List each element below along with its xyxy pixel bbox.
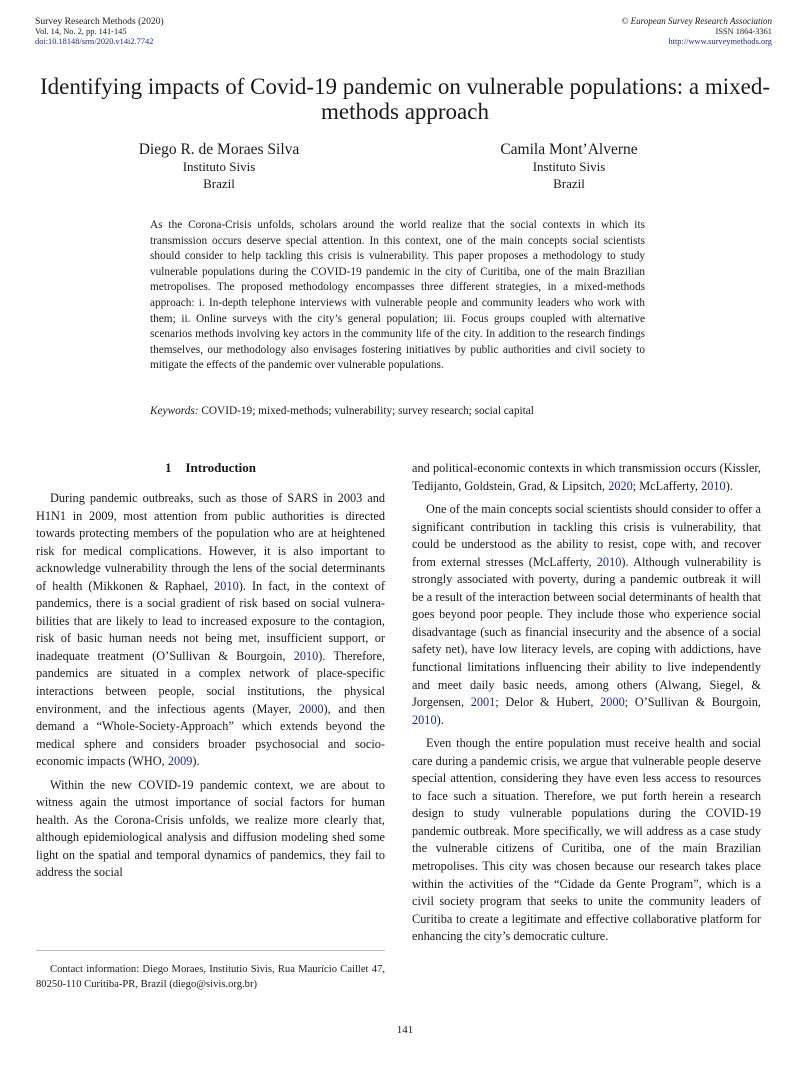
paragraph: Even though the entire population must receive health and social care during a pandemic crisis, we argue that vulnerable people deserve special attention, considering they have even less access to resources to face such a situation. Therefore, we put forth herein a research design to study vulnerable populations during the COVID-19 pandemic outbreak. More specifically, we will address as a case study the vulnerable citizens of Curitiba, one of the main Brazilian metropolises. This city was chosen because our research takes place within the activities of the “Cidade da Gente Program”, which is a civil society program that seeks to unite the community leaders of Curitiba to create a legitimate and effective collaborative platform for enhancing the city’s democratic culture. bbox=[412, 736, 761, 944]
footnote-contact: Contact information: Diego Moraes, Institutio Sivis, Rua Maurício Caillet 47, 80250-110 Curitiba-PR, Brazil (diego@sivis.org.br) bbox=[36, 964, 385, 990]
keywords bbox=[150, 404, 645, 419]
text-run: ). bbox=[192, 754, 200, 769]
section-title: Introduction bbox=[185, 460, 257, 475]
volume-info: Vol. 14, No. 2, pp. 141-145 bbox=[35, 27, 127, 36]
keywords-label: Keywords: bbox=[150, 405, 199, 417]
text-run: ). bbox=[725, 478, 733, 493]
author-block bbox=[419, 141, 719, 192]
text-run: One of the main concepts social scientists should consider to offer a significant contribution in tackling this crisis is vulnerability, that could be understood as the ability to resist, cope with, and recover from external stresses (McLafferty, bbox=[412, 502, 761, 569]
citation-link[interactable]: 2001 bbox=[470, 695, 496, 710]
left-column bbox=[36, 460, 385, 882]
author-institution: Instituto Sivis bbox=[182, 159, 256, 174]
issn: ISSN 1864-3361 bbox=[715, 27, 772, 36]
section-number: 1 bbox=[164, 460, 172, 475]
text-run: ). In fact, in the context of pandemics, there is a social gradient of risk based on social vulnerabilities that are likely to lead to increased exposure to the contagion, risk of basic human needs not being met, insufficient support, or inadequate treatment (O’Sullivan & Bourgoin, bbox=[36, 578, 385, 663]
citation-link[interactable]: 2010 bbox=[701, 478, 726, 493]
section-heading bbox=[36, 460, 385, 476]
citation-link[interactable]: 2000 bbox=[298, 701, 324, 716]
text-run: ). Although vulnerability is strongly associated with poverty, during a pandemic outbreak it will be a result of the interaction between social determinants of health that goes beyond poor people. They include those who experience social disadvantage (such as financial insecurity and the absence of a social safety net), have low literacy levels, are coping with addictions, have functional limitations influencing their ability to live independently and meet daily basic needs, among others (Alwang, Siegel, & Jorgensen, bbox=[412, 554, 761, 710]
journal-url-link[interactable]: http://www.surveymethods.org bbox=[668, 37, 772, 46]
citation-link[interactable]: 2020 bbox=[608, 478, 633, 493]
author-institution: Instituto Sivis bbox=[532, 159, 606, 174]
paper-title: Identifying impacts of Covid-19 pandemic on vulnerable populations: a mixed-methods approach bbox=[39, 74, 771, 124]
text-run: ), and then demand a “Whole-Society-Approach” which extends beyond the medical sphere and considers broader psychosocial and socio-economic impacts (WHO, bbox=[36, 701, 386, 769]
author-country: Brazil bbox=[553, 176, 585, 191]
author-name: Diego R. de Moraes Silva bbox=[138, 141, 300, 158]
citation-link[interactable]: 2000 bbox=[600, 695, 625, 710]
text-run: ). Therefore, pandemics are situated in a complex network of place-specific interactions between people, social institutions, the physical environment, and the infectious agents (Mayer, bbox=[36, 648, 385, 716]
keywords-text: COVID-19; mixed-methods; vulnerability; survey research; social capital bbox=[201, 405, 534, 417]
citation-link[interactable]: 2010 bbox=[412, 712, 437, 727]
paragraph bbox=[36, 490, 385, 771]
journal-header-right bbox=[622, 16, 772, 47]
copyright-icon: © bbox=[621, 16, 629, 26]
text-run: and political-economic contexts in which transmission occurs (Kissler, Tedijanto, Goldstein, Grad, & Lipsitch, bbox=[412, 461, 761, 493]
text-run: ). bbox=[436, 712, 444, 727]
citation-link[interactable]: 2010 bbox=[596, 554, 622, 569]
author-name: Camila Mont’Alverne bbox=[500, 141, 638, 158]
page-number: 141 bbox=[396, 1024, 414, 1036]
paragraph-continued bbox=[412, 460, 761, 495]
association-line bbox=[622, 16, 772, 27]
association-name: European Survey Research Association bbox=[630, 16, 772, 26]
abstract: As the Corona-Crisis unfolds, scholars around the world realize that the social contexts in which its transmission occurs deserve special attention. In this context, one of the main concepts social scientists should consider to help tackling this crisis is vulnerability. This paper proposes a methodology to study vulnerable populations during the COVID-19 pandemic in the city of Curitiba, one of the main Brazilian metropolises. The proposed methodology encompasses three different strategies, in a mixed-methods approach: i. In-depth telephone interviews with vulnerable people and community leaders who work with them; ii. Online surveys with the city’s general population; iii. Focus groups coupled with alternative scenarios methods involving key actors in the community life of the city. In addition to the research findings themselves, our methodology also envisages fostering initiatives by public authorities and civil society to mitigate the effects of the pandemic over vulnerable populations. bbox=[150, 219, 645, 372]
text-run: ; McLafferty, bbox=[632, 478, 702, 493]
author-block bbox=[69, 141, 369, 192]
journal-header-left bbox=[35, 16, 164, 47]
paragraph bbox=[412, 501, 761, 729]
paragraph: Within the new COVID-19 pandemic context, we are about to witness again the utmost importance of social factors for human health. As the Corona-Crisis unfolds, we realize more clearly that, although epidemiological analysis and diffusion modeling shed some light on the spatial and temporal dynamics of pandemics, they fail to address the social bbox=[36, 777, 385, 880]
text-run: ; Delor & Hubert, bbox=[495, 695, 601, 710]
right-column bbox=[412, 460, 761, 946]
text-run: ; O’Sullivan & Bourgoin, bbox=[624, 695, 761, 710]
author-country: Brazil bbox=[203, 176, 235, 191]
citation-link[interactable]: 2009 bbox=[167, 754, 193, 769]
citation-link[interactable]: 2010 bbox=[293, 648, 319, 663]
journal-name: Survey Research Methods (2020) bbox=[35, 16, 164, 27]
footnote-divider bbox=[36, 950, 385, 951]
doi-link[interactable]: doi:10.18148/srm/2020.v14i2.7742 bbox=[35, 37, 154, 46]
text-run: During pandemic outbreaks, such as those of SARS in 2003 and H1N1 in 2009, most attention from public authorities is directed towards protecting members of the population who are at heightened risk for medical complications. However, it is also important to acknowledge vulnerability through the lens of the social determinants of health (Mikkonen & Raphael, bbox=[36, 491, 385, 593]
citation-link[interactable]: 2010 bbox=[214, 578, 239, 593]
